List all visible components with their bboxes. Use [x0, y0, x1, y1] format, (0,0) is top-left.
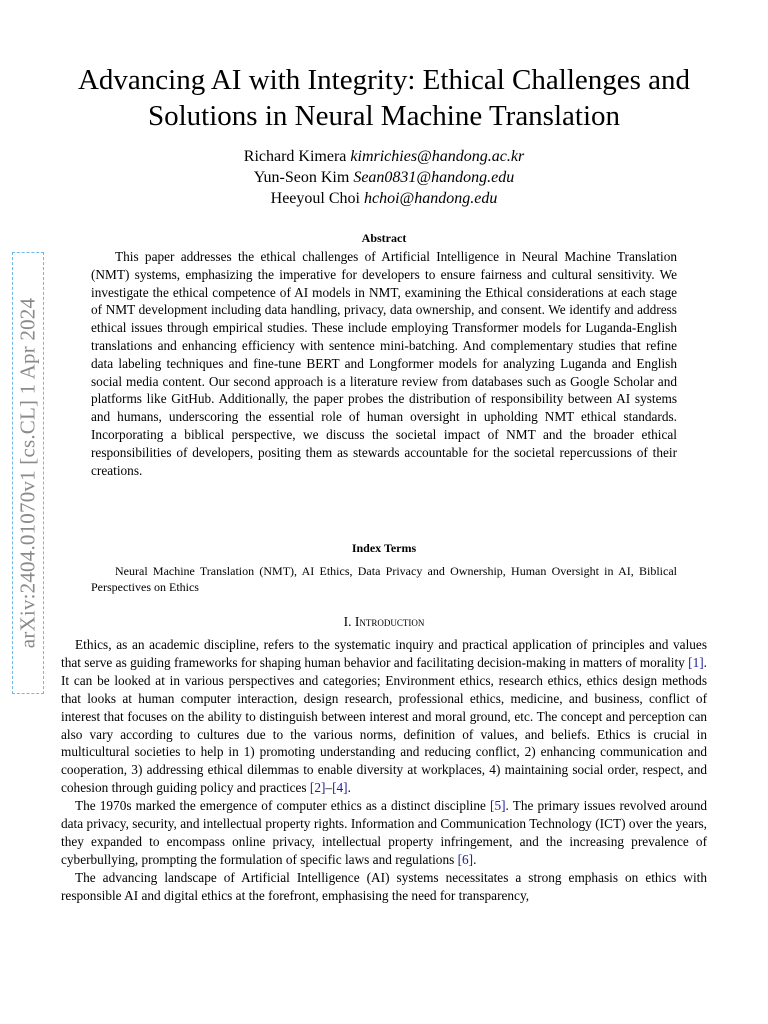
introduction-body	[61, 636, 707, 905]
paragraph-text: The 1970s marked the emergence of computer ethics as a distinct discipline	[75, 798, 491, 814]
citation-link[interactable]: [4]	[332, 780, 348, 796]
author-1	[60, 146, 708, 167]
author-email: kimrichies@handong.ac.kr	[350, 148, 525, 165]
paragraph-text: . The primary issues revolved around data privacy, security, and intellectual property rights. Information and Communication Technology (ICT) over the years, they expanded to encompass online privacy, intellectual property infringement, and the increasing prevalence of cyberbullying, prompting the formulation of specific laws and regulations	[61, 798, 707, 867]
abstract-heading: Abstract	[361, 231, 407, 245]
paragraph-text: . It can be looked at in various perspectives and categories; Environment ethics, research ethics, ethics design methods that looks at human computer interaction, design research, professional ethics, medicine, and business, conflict of interest that focuses on the ability to distinguish between interest and moral ground, etc. The concept and perception can also vary according to cultures due to the various norms, definition of values, and beliefs. Ethics is crucial in multicultural societies to help in 1) promoting understanding and reducing conflict, 2) enhancing communication and cooperation, 3) addressing ethical dilemmas to enable diversity at workplaces, 4) maintaining social order, respect, and cohesion through guiding policy and practices	[61, 654, 707, 796]
author-name: Richard Kimera	[243, 148, 347, 165]
paragraph-text: .	[473, 851, 477, 867]
citation-range-dash: –	[325, 780, 333, 796]
author-email: Sean0831@handong.edu	[353, 169, 515, 186]
author-name: Heeyoul Choi	[270, 190, 360, 207]
citation-link[interactable]: [6]	[457, 851, 474, 867]
abstract-text: This paper addresses the ethical challenges of Artificial Intelligence in Neural Machine Translation (NMT) systems, emphasizing the imperative for developers to ensure fairness and cultural sensitivity. We investigate the ethical competence of AI models in NMT, examining the Ethical considerations at each stage of NMT development including data handling, privacy, data ownership, and consent. We identify and address ethical issues through empirical studies. These include employing Transformer models for Luganda-English translations and enhancing efficiency with sentence mini-batching. And complementary studies that refine data labeling techniques and fine-tune BERT and Longformer models for analyzing Luganda and English social media content. Our second approach is a literature review from databases such as Google Scholar and platforms like GitHub. Additionally, the paper probes the distribution of responsibility between AI systems and humans, underscoring the essential role of human oversight in upholding NMT ethical standards. Incorporating a biblical perspective, we discuss the societal impact of NMT and the broader ethical responsibilities of developers, positing them as stewards accountable for the societal repercussions of their creations.	[91, 249, 677, 478]
citation-link[interactable]: [5]	[490, 798, 506, 814]
author-email: hchoi@handong.edu	[363, 190, 498, 207]
paper-title: Advancing AI with Integrity: Ethical Challenges and Solutions in Neural Machine Translation	[77, 64, 691, 132]
author-list	[60, 146, 708, 209]
author-name: Yun-Seon Kim	[253, 169, 350, 186]
citation-link[interactable]: [1]	[688, 654, 704, 670]
arxiv-identifier: arXiv:2404.01070v1 [cs.CL] 1 Apr 2024	[15, 297, 40, 649]
index-terms-text: Neural Machine Translation (NMT), AI Ethics, Data Privacy and Ownership, Human Oversight in AI, Biblical Perspectives on Ethics	[91, 564, 677, 594]
section-heading-introduction	[60, 613, 708, 631]
body-paragraph	[61, 636, 707, 797]
arxiv-identifier-stamp	[12, 252, 44, 694]
paragraph-text: The advancing landscape of Artificial Intelligence (AI) systems necessitates a strong emphasis on ethics with responsible AI and digital ethics at the forefront, emphasising the need for transparency,	[61, 869, 707, 903]
citation-link[interactable]: [2]	[309, 780, 326, 796]
body-paragraph	[61, 797, 707, 869]
paragraph-text: .	[347, 780, 351, 796]
section-title: Introduction	[354, 614, 425, 629]
section-number: I.	[343, 614, 352, 629]
body-paragraph	[61, 869, 707, 905]
index-terms-heading: Index Terms	[351, 541, 417, 555]
author-2	[60, 167, 708, 188]
paragraph-text: Ethics, as an academic discipline, refers to the systematic inquiry and practical application of principles and values that serve as guiding frameworks for shaping human behavior and facilitating decision-making in matters of morality	[61, 637, 707, 670]
author-3	[60, 188, 708, 209]
